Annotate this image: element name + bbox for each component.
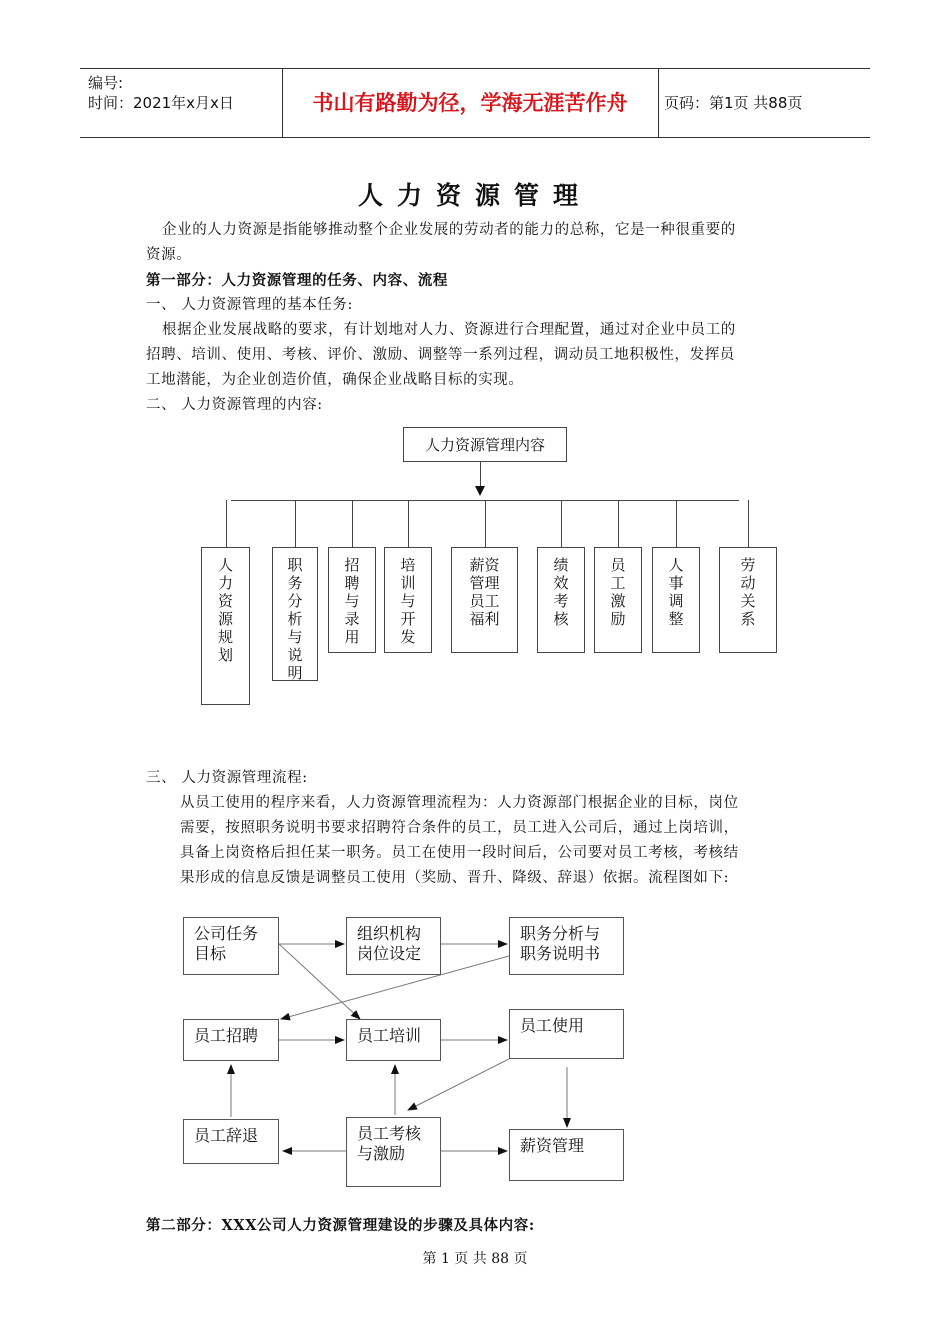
flow-usage: 员工使用 xyxy=(509,1009,624,1059)
org-chart-item-label: 人 力 资 源 规 划 xyxy=(217,556,233,664)
org-chart-item-label: 招 聘 与 录 用 xyxy=(344,556,360,646)
section1-line: 工地潜能，为企业创造价值，确保企业战略目标的实现。 xyxy=(146,372,524,388)
part1-heading: 第一部分：人力资源管理的任务、内容、流程 xyxy=(146,272,448,289)
flow-training: 员工培训 xyxy=(346,1019,441,1061)
intro-line-1: 企业的人力资源是指能够推动整个企业发展的劳动者的能力的总称，它是一种很重要的 xyxy=(162,222,736,238)
flow-company-goal: 公司任务目标 xyxy=(183,917,279,975)
flow-job-analysis: 职务分析与 职务说明书 xyxy=(509,917,624,975)
section3-line: 需要，按照职务说明书要求招聘符合条件的员工，员工进入公司后，通过上岗培训， xyxy=(180,820,739,836)
section1-line: 根据企业发展战略的要求，有计划地对人力、资源进行合理配置，通过对企业中员工的 xyxy=(162,322,736,338)
intro-line-2: 资源。 xyxy=(146,247,192,263)
part2-heading: 第二部分：XXX公司人力资源管理建设的步骤及具体内容: xyxy=(146,1217,535,1234)
section3-line: 具备上岗资格后担任某一职务。员工在使用一段时间后，公司要对员工考核，考核结 xyxy=(180,845,739,861)
org-chart-item-label: 薪资 管理 员工 福利 xyxy=(469,556,500,628)
org-chart-root: 人力资源管理内容 xyxy=(403,427,567,462)
org-chart-item-label: 培 训 与 开 发 xyxy=(400,556,416,646)
org-chart-item-label: 职 务 分 析 与 说 明 xyxy=(287,556,303,682)
flow-assessment: 员工考核 与激励 xyxy=(346,1117,441,1187)
time-label: 时间：2021年x月x日 xyxy=(88,94,234,112)
page-title: 人力资源管理 xyxy=(357,181,592,210)
org-chart-item-label: 劳 动 关 系 xyxy=(740,556,756,628)
section3-heading: 三、 人力资源管理流程: xyxy=(146,770,308,786)
flow-recruit: 员工招聘 xyxy=(183,1019,279,1061)
section1-heading: 一、 人力资源管理的基本任务: xyxy=(146,297,353,313)
section3-line: 果形成的信息反馈是调整员工使用（奖励、晋升、降级、辞退）依据。流程图如下: xyxy=(180,870,730,886)
section1-line: 招聘、培训、使用、考核、评价、激励、调整等一系列过程，调动员工地积极性，发挥员 xyxy=(146,347,735,363)
page-footer: 第 1 页 共 88 页 xyxy=(422,1251,528,1267)
org-chart-item-label: 绩 效 考 核 xyxy=(553,556,569,628)
header-motto: 书山有路勤为径，学海无涯苦作舟 xyxy=(312,91,628,115)
flow-salary: 薪资管理 xyxy=(509,1129,624,1181)
section3-line: 从员工使用的程序来看，人力资源管理流程为：人力资源部门根据企业的目标，岗位 xyxy=(180,795,739,811)
flow-dismiss: 员工辞退 xyxy=(183,1119,279,1164)
section2-heading: 二、 人力资源管理的内容: xyxy=(146,397,323,413)
org-chart-item-label: 人 事 调 整 xyxy=(668,556,684,628)
org-chart-item-label: 员 工 激 励 xyxy=(610,556,626,628)
number-label: 编号: xyxy=(88,74,124,92)
flow-org-structure: 组织机构 岗位设定 xyxy=(346,917,441,975)
header-page-info: 页码：第1页 共88页 xyxy=(664,94,803,112)
